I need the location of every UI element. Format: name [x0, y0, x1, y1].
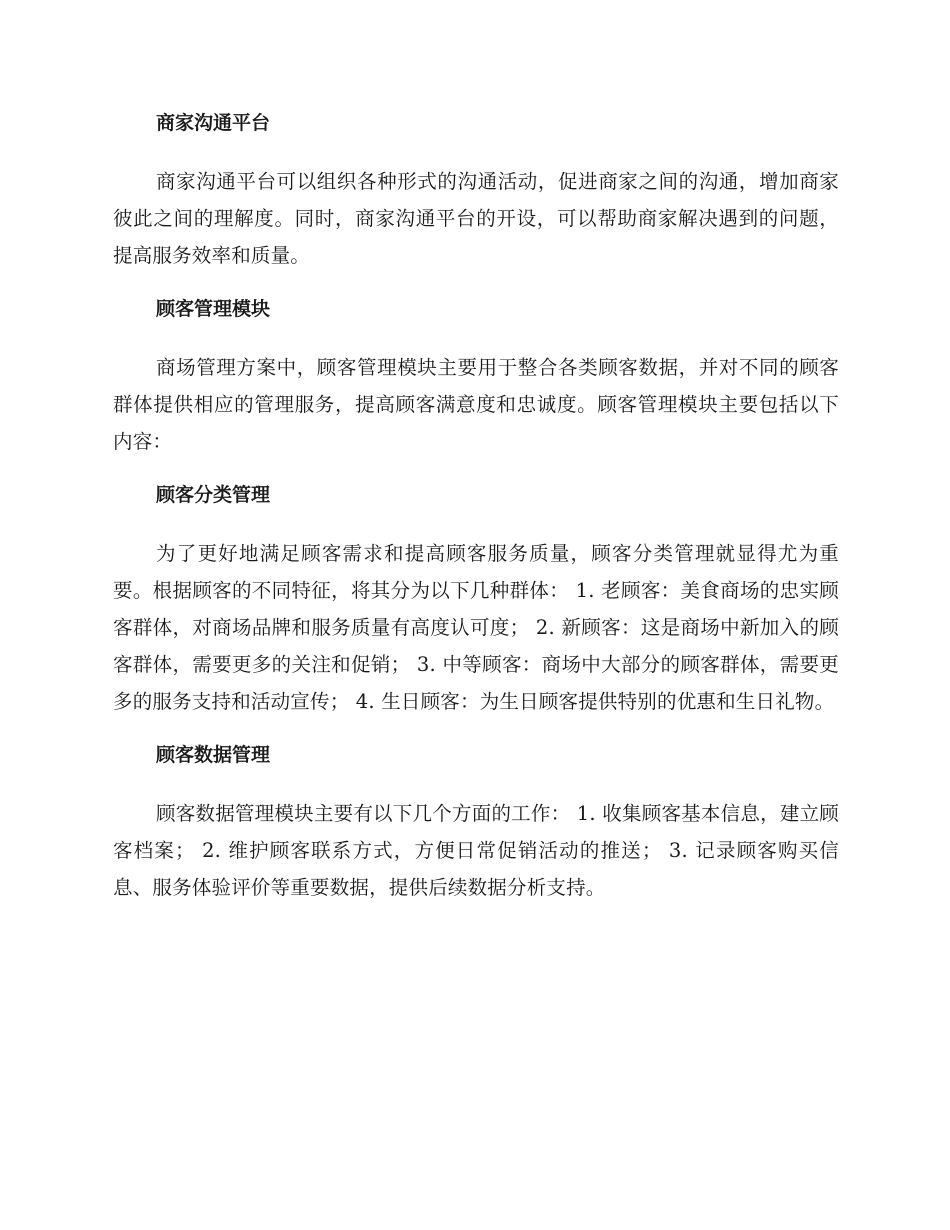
section-heading: 商家沟通平台 — [156, 112, 271, 134]
section-paragraph: 商家沟通平台可以组织各种形式的沟通活动，促进商家之间的沟通，增加商家彼此之间的理解度。同时，商家沟通平台的开设，可以帮助商家解决遇到的问题，提高服务效率和质量。 — [113, 170, 839, 267]
section-heading: 顾客数据管理 — [156, 744, 271, 766]
section-paragraph: 顾客数据管理模块主要有以下几个方面的工作： 1. 收集顾客基本信息，建立顾客档案； 2. 维护顾客联系方式，方便日常促销活动的推送； 3. 记录顾客购买信息、服务体验评价等重要数据，提供后续数据分析支持。 — [113, 802, 839, 899]
section-heading: 顾客分类管理 — [156, 484, 271, 506]
section-customer-management — [113, 294, 839, 460]
section-paragraph: 商场管理方案中，顾客管理模块主要用于整合各类顾客数据，并对不同的顾客群体提供相应的管理服务，提高顾客满意度和忠诚度。顾客管理模块主要包括以下内容： — [113, 356, 839, 453]
section-customer-classification — [113, 480, 839, 720]
section-heading: 顾客管理模块 — [156, 298, 271, 320]
section-customer-data — [113, 740, 839, 906]
section-paragraph: 为了更好地满足顾客需求和提高顾客服务质量，顾客分类管理就显得尤为重要。根据顾客的不同特征，将其分为以下几种群体： 1. 老顾客：美食商场的忠实顾客群体，对商场品牌和服务质量有高度认可度； 2. 新顾客：这是商场中新加入的顾客群体，需要更多的关注和促销； 3. 中等顾客：商场中大部分的顾客群体，需要更多的服务支持和活动宣传； 4. 生日顾客：为生日顾客提供特别的优惠和生日礼物。 — [113, 542, 839, 713]
document-page — [113, 108, 839, 926]
section-merchant-communication — [113, 108, 839, 274]
